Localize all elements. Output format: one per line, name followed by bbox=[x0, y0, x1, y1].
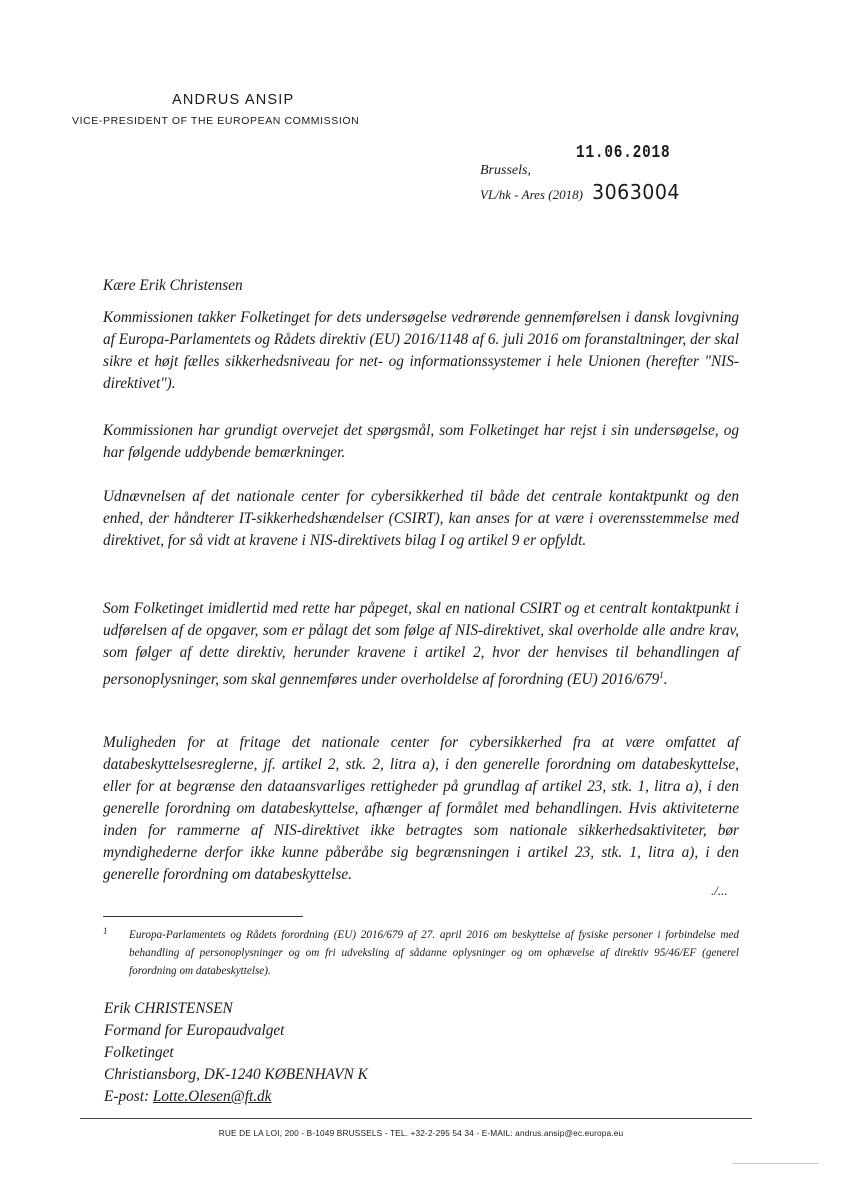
recipient-email-link[interactable]: Lotte.Olesen@ft.dk bbox=[152, 1088, 272, 1105]
paragraph-4-end: . bbox=[663, 671, 668, 689]
paragraph-2: Kommissionen har grundigt overvejet det spørgsmål, som Folketinget har rejst i sin undersøgelse, og har følgende uddybende bemærkninger. bbox=[103, 422, 739, 461]
paragraph-1: Kommissionen takker Folketinget for dets undersøgelse vedrørende gennemførelsen i dansk lovgivning af Europa-Parlamentets og Rådets direktiv (EU) 2016/1148 af 6. juli 2016 om foranstaltninger, der skal sikre et højt fælles sikkerhedsniveau for net- og informationssystemer i hele Unionen (herefter "NIS-direktivet"). bbox=[103, 309, 739, 392]
paragraph-5: Muligheden for at fritage det nationale center for cybersikkerhed fra at være omfattet af databeskyttelsesreglerne, jf. artikel 2, stk. 2, litra a), i den generelle forordning om databeskyttelse, eller for at begrænse den dataansvarliges rettigheder på grundlag af artikel 23, stk. 1, litra a), i den generelle forordning om databeskyttelse, afhænger af formålet med behandlingen. Hvis aktiviteterne inden for rammerne af NIS-direktivet ikke betragtes som nationale sikkerhedsaktiviteter, bør myndighederne derfor ikke kunne påberåbe sig begrænsningen i artikel 23, stk. 1, litra a), i den generelle forordning om databeskyttelse. bbox=[103, 734, 739, 883]
recipient-role: Formand for Europaudvalget bbox=[104, 1022, 285, 1039]
footnote-divider bbox=[103, 916, 303, 917]
salutation: Kære Erik Christensen bbox=[103, 277, 243, 294]
recipient-organisation: Folketinget bbox=[104, 1044, 174, 1061]
recipient-name: Erik CHRISTENSEN bbox=[104, 1000, 233, 1017]
continued-marker: ./... bbox=[711, 883, 728, 898]
scan-mark bbox=[732, 1163, 818, 1164]
footer-contact: RUE DE LA LOI, 200 - B-1049 BRUSSELS - TEL. +32-2-295 54 34 - E-MAIL: andrus.ansip@ec.europa.eu bbox=[218, 1128, 624, 1138]
footnote-mark: 1 bbox=[103, 926, 108, 936]
recipient-email-line bbox=[104, 1086, 271, 1108]
email-label: E-post: bbox=[104, 1088, 150, 1105]
paragraph-3: Udnævnelsen af det nationale center for cybersikkerhed til både det centrale kontaktpunkt og den enhed, der håndterer IT-sikkerhedshændelser (CSIRT), kan anses for at være i overensstemmelse med direktivet, for så vidt at kravene i NIS-direktivets bilag I og artikel 9 er opfyldt. bbox=[103, 488, 739, 549]
footer-divider bbox=[80, 1118, 752, 1119]
paragraph-4 bbox=[103, 598, 739, 691]
letter-city: Brussels, bbox=[480, 163, 531, 178]
footnote-reference: 1 bbox=[659, 670, 664, 680]
reference-prefix: VL/hk - Ares (2018) bbox=[480, 187, 583, 202]
recipient-address: Christiansborg, DK-1240 KØBENHAVN K bbox=[104, 1066, 368, 1083]
sender-name: ANDRUS ANSIP bbox=[172, 92, 295, 108]
paragraph-4-text: Som Folketinget imidlertid med rette har påpeget, skal en national CSIRT og et centralt kontaktpunkt i udførelsen af de opgaver, som er pålagt det som følge af NIS-direktivet, skal overholde alle andre krav, som følger af dette direktiv, herunder kravene i artikel 2, hvor der henvises til behandlingen af personoplysninger, som skal gennemføres under overholdelse af forordning (EU) 2016/679 bbox=[103, 600, 739, 689]
reference-handwritten-number: 3063004 bbox=[592, 180, 680, 204]
sender-title: VICE-PRESIDENT OF THE EUROPEAN COMMISSION bbox=[72, 115, 360, 127]
footnote-text: Europa-Parlamentets og Rådets forordning (EU) 2016/679 af 27. april 2016 om beskyttelse af fysiske personer i forbindelse med behandling af personoplysninger og om fri udveksling af sådanne oplysninger og om ophævelse af direktiv 95/46/EF (generel forordning om databeskyttelse). bbox=[129, 929, 739, 977]
date-stamp: 11.06.2018 bbox=[576, 143, 671, 163]
